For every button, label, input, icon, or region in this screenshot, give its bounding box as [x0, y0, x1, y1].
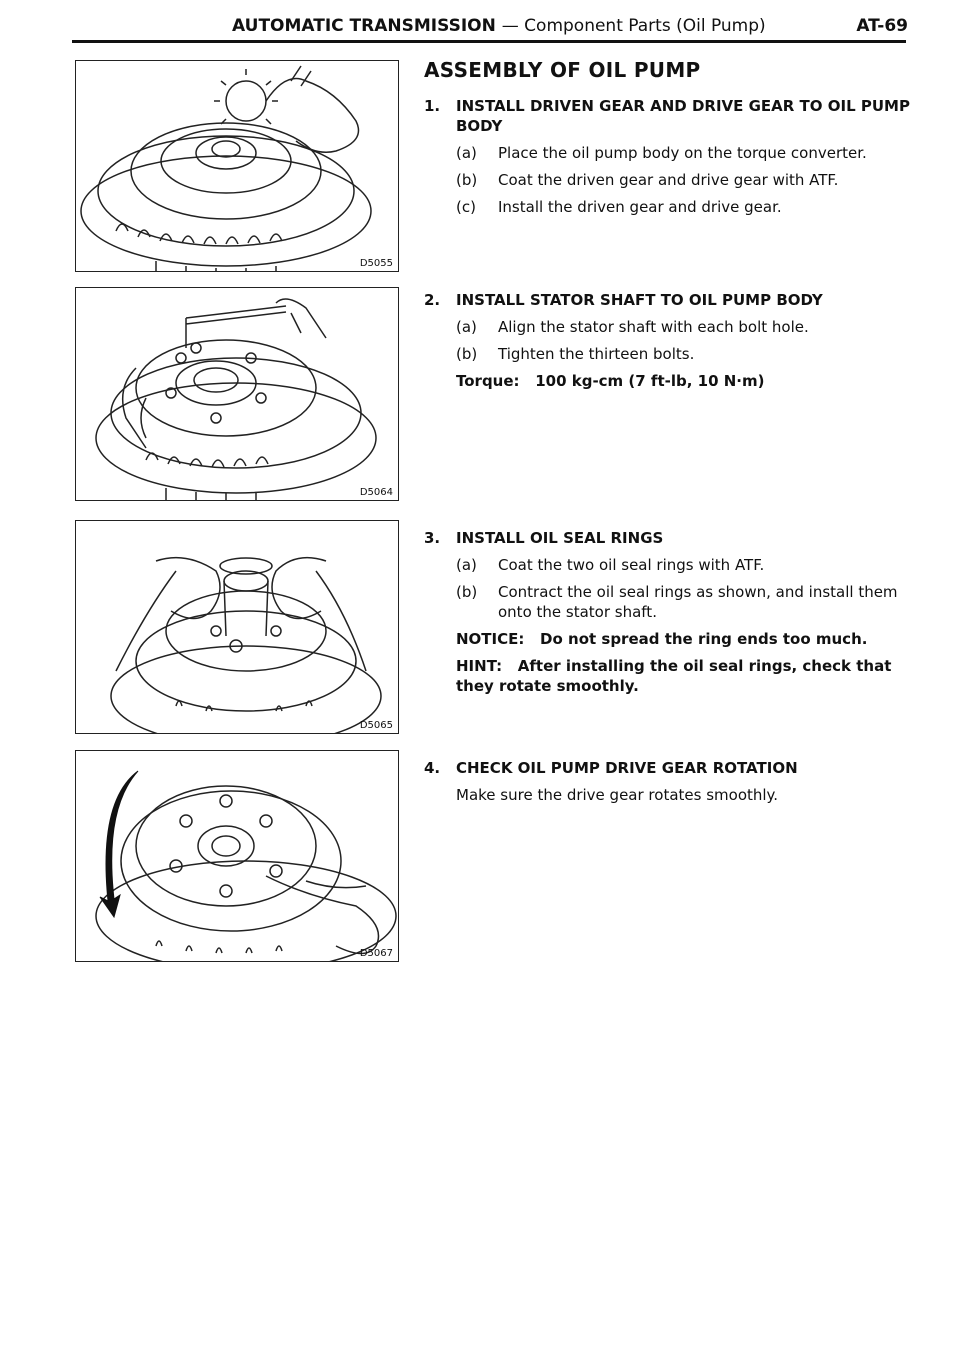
step-3: [424, 528, 914, 696]
figure-d5064: [75, 287, 399, 501]
sub-item: [456, 344, 914, 364]
step-number: 4.: [424, 759, 441, 777]
sub-item: [456, 582, 914, 622]
step-text: Make sure the drive gear rotates smoothly.: [456, 786, 779, 804]
figure-d5055: [75, 60, 399, 272]
sub-item-text: Coat the driven gear and drive gear with ATF.: [498, 171, 839, 189]
figure-code: D5064: [359, 487, 393, 498]
figure-code: D5067: [359, 948, 393, 959]
sub-item: [456, 143, 914, 163]
figure-d5067: [75, 750, 399, 962]
section-title: ASSEMBLY OF OIL PUMP: [424, 58, 701, 82]
figure-d5065: [75, 520, 399, 734]
header-rule: [72, 40, 906, 43]
notice: NOTICE: Do not spread the ring ends too much.: [456, 630, 868, 648]
sub-item: [456, 197, 914, 217]
oil-seal-rings-illustration: [76, 521, 399, 734]
sub-item: [456, 317, 914, 337]
step-title: INSTALL STATOR SHAFT TO OIL PUMP BODY: [456, 291, 823, 309]
page-header: [232, 12, 908, 40]
step-number: 2.: [424, 291, 441, 309]
sub-item-label: (b): [456, 345, 478, 363]
page-number: AT-69: [856, 16, 908, 36]
hint: HINT: After installing the oil seal rings, check that they rotate smoothly.: [456, 657, 897, 695]
header-title-group: [232, 12, 766, 40]
sub-item-text: Contract the oil seal rings as shown, and install them onto the stator shaft.: [498, 583, 898, 621]
pump-body-gear-illustration: [76, 61, 399, 272]
figure-code: D5055: [359, 258, 393, 269]
step-4: [424, 758, 914, 805]
sub-item-text: Place the oil pump body on the torque converter.: [498, 144, 867, 162]
sub-item-label: (a): [456, 144, 477, 162]
header-title: AUTOMATIC TRANSMISSION: [232, 16, 496, 36]
header-subtitle: — Component Parts (Oil Pump): [501, 16, 766, 36]
sub-item-label: (b): [456, 171, 478, 189]
step-title: INSTALL OIL SEAL RINGS: [456, 529, 664, 547]
torque-spec: Torque: 100 kg-cm (7 ft-lb, 10 N·m): [456, 372, 765, 390]
step-2: [424, 290, 914, 391]
step-number: 1.: [424, 97, 441, 115]
stator-shaft-torque-illustration: [76, 288, 399, 501]
sub-item-text: Align the stator shaft with each bolt hole.: [498, 318, 809, 336]
step-number: 3.: [424, 529, 441, 547]
figure-code: D5065: [359, 720, 393, 731]
sub-item-text: Coat the two oil seal rings with ATF.: [498, 556, 765, 574]
sub-item: [456, 170, 914, 190]
step-title: INSTALL DRIVEN GEAR AND DRIVE GEAR TO OIL PUMP BODY: [456, 97, 910, 135]
sub-item-text: Install the driven gear and drive gear.: [498, 198, 782, 216]
sub-item-text: Tighten the thirteen bolts.: [498, 345, 695, 363]
drive-gear-rotation-illustration: [76, 751, 399, 962]
sub-item-label: (b): [456, 583, 478, 601]
sub-item-label: (a): [456, 318, 477, 336]
step-1: [424, 96, 914, 217]
step-title: CHECK OIL PUMP DRIVE GEAR ROTATION: [456, 759, 798, 777]
sub-item-label: (a): [456, 556, 477, 574]
sub-item: [456, 555, 914, 575]
sub-item-label: (c): [456, 198, 476, 216]
